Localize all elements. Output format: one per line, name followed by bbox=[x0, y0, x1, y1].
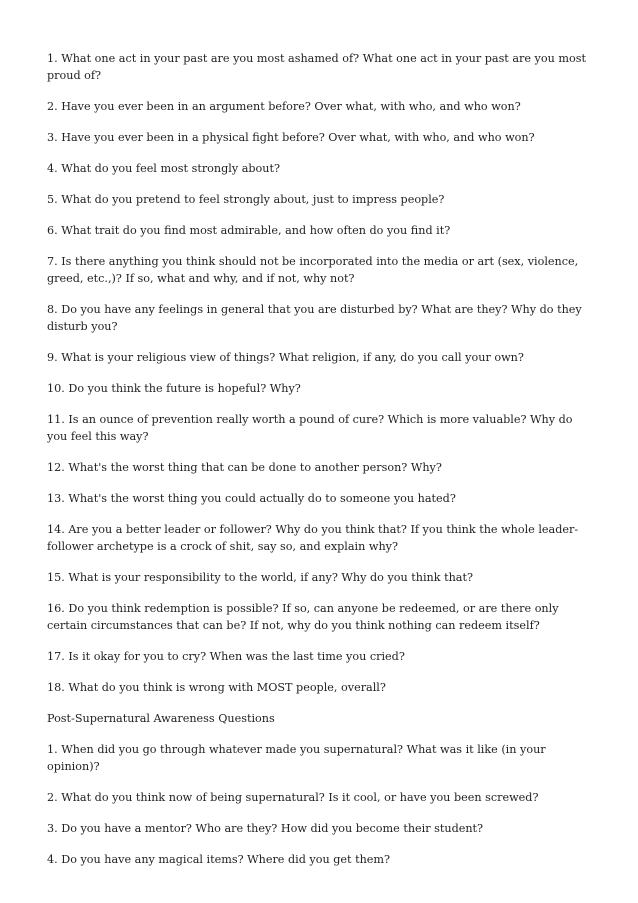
question-3: 3. Have you ever been in a physical fight before? Over what, with who, and who won? bbox=[47, 131, 535, 144]
question-11: 11. Is an ounce of prevention really worth a pound of cure? Which is more valuable? Why do you feel this way? bbox=[47, 413, 573, 443]
post-question-2: 2. What do you think now of being supernatural? Is it cool, or have you been screwed? bbox=[47, 791, 539, 804]
question-17: 17. Is it okay for you to cry? When was the last time you cried? bbox=[47, 650, 405, 663]
question-8: 8. Do you have any feelings in general that you are disturbed by? What are they? Why do they disturb you? bbox=[47, 303, 582, 333]
question-15: 15. What is your responsibility to the world, if any? Why do you think that? bbox=[47, 571, 473, 584]
question-9: 9. What is your religious view of things? What religion, if any, do you call your own? bbox=[47, 351, 524, 364]
question-10: 10. Do you think the future is hopeful? Why? bbox=[47, 382, 301, 395]
question-13: 13. What's the worst thing you could actually do to someone you hated? bbox=[47, 492, 456, 505]
question-6: 6. What trait do you find most admirable, and how often do you find it? bbox=[47, 224, 451, 237]
question-1: 1. What one act in your past are you most ashamed of? What one act in your past are you most proud of? bbox=[47, 52, 586, 82]
question-7: 7. Is there anything you think should not be incorporated into the media or art (sex, violence, greed, etc.,)? If so, what and why, and if not, why not? bbox=[47, 255, 579, 285]
post-question-1: 1. When did you go through whatever made you supernatural? What was it like (in your opinion)? bbox=[47, 743, 546, 773]
question-12: 12. What's the worst thing that can be done to another person? Why? bbox=[47, 461, 442, 474]
post-question-3: 3. Do you have a mentor? Who are they? How did you become their student? bbox=[47, 822, 484, 835]
question-2: 2. Have you ever been in an argument before? Over what, with who, and who won? bbox=[47, 100, 521, 113]
question-16: 16. Do you think redemption is possible? If so, can anyone be redeemed, or are there only certain circumstances that can be? If not, why do you think nothing can redeem itself? bbox=[47, 602, 559, 632]
section-heading: Post-Supernatural Awareness Questions bbox=[47, 712, 275, 725]
question-4: 4. What do you feel most strongly about? bbox=[47, 162, 280, 175]
question-14: 14. Are you a better leader or follower? Why do you think that? If you think the whole leader-follower archetype is a crock of shit, say so, and explain why? bbox=[47, 523, 579, 553]
question-18: 18. What do you think is wrong with MOST people, overall? bbox=[47, 681, 386, 694]
document-content bbox=[47, 50, 595, 882]
post-question-4: 4. Do you have any magical items? Where did you get them? bbox=[47, 853, 391, 866]
question-5: 5. What do you pretend to feel strongly about, just to impress people? bbox=[47, 193, 445, 206]
